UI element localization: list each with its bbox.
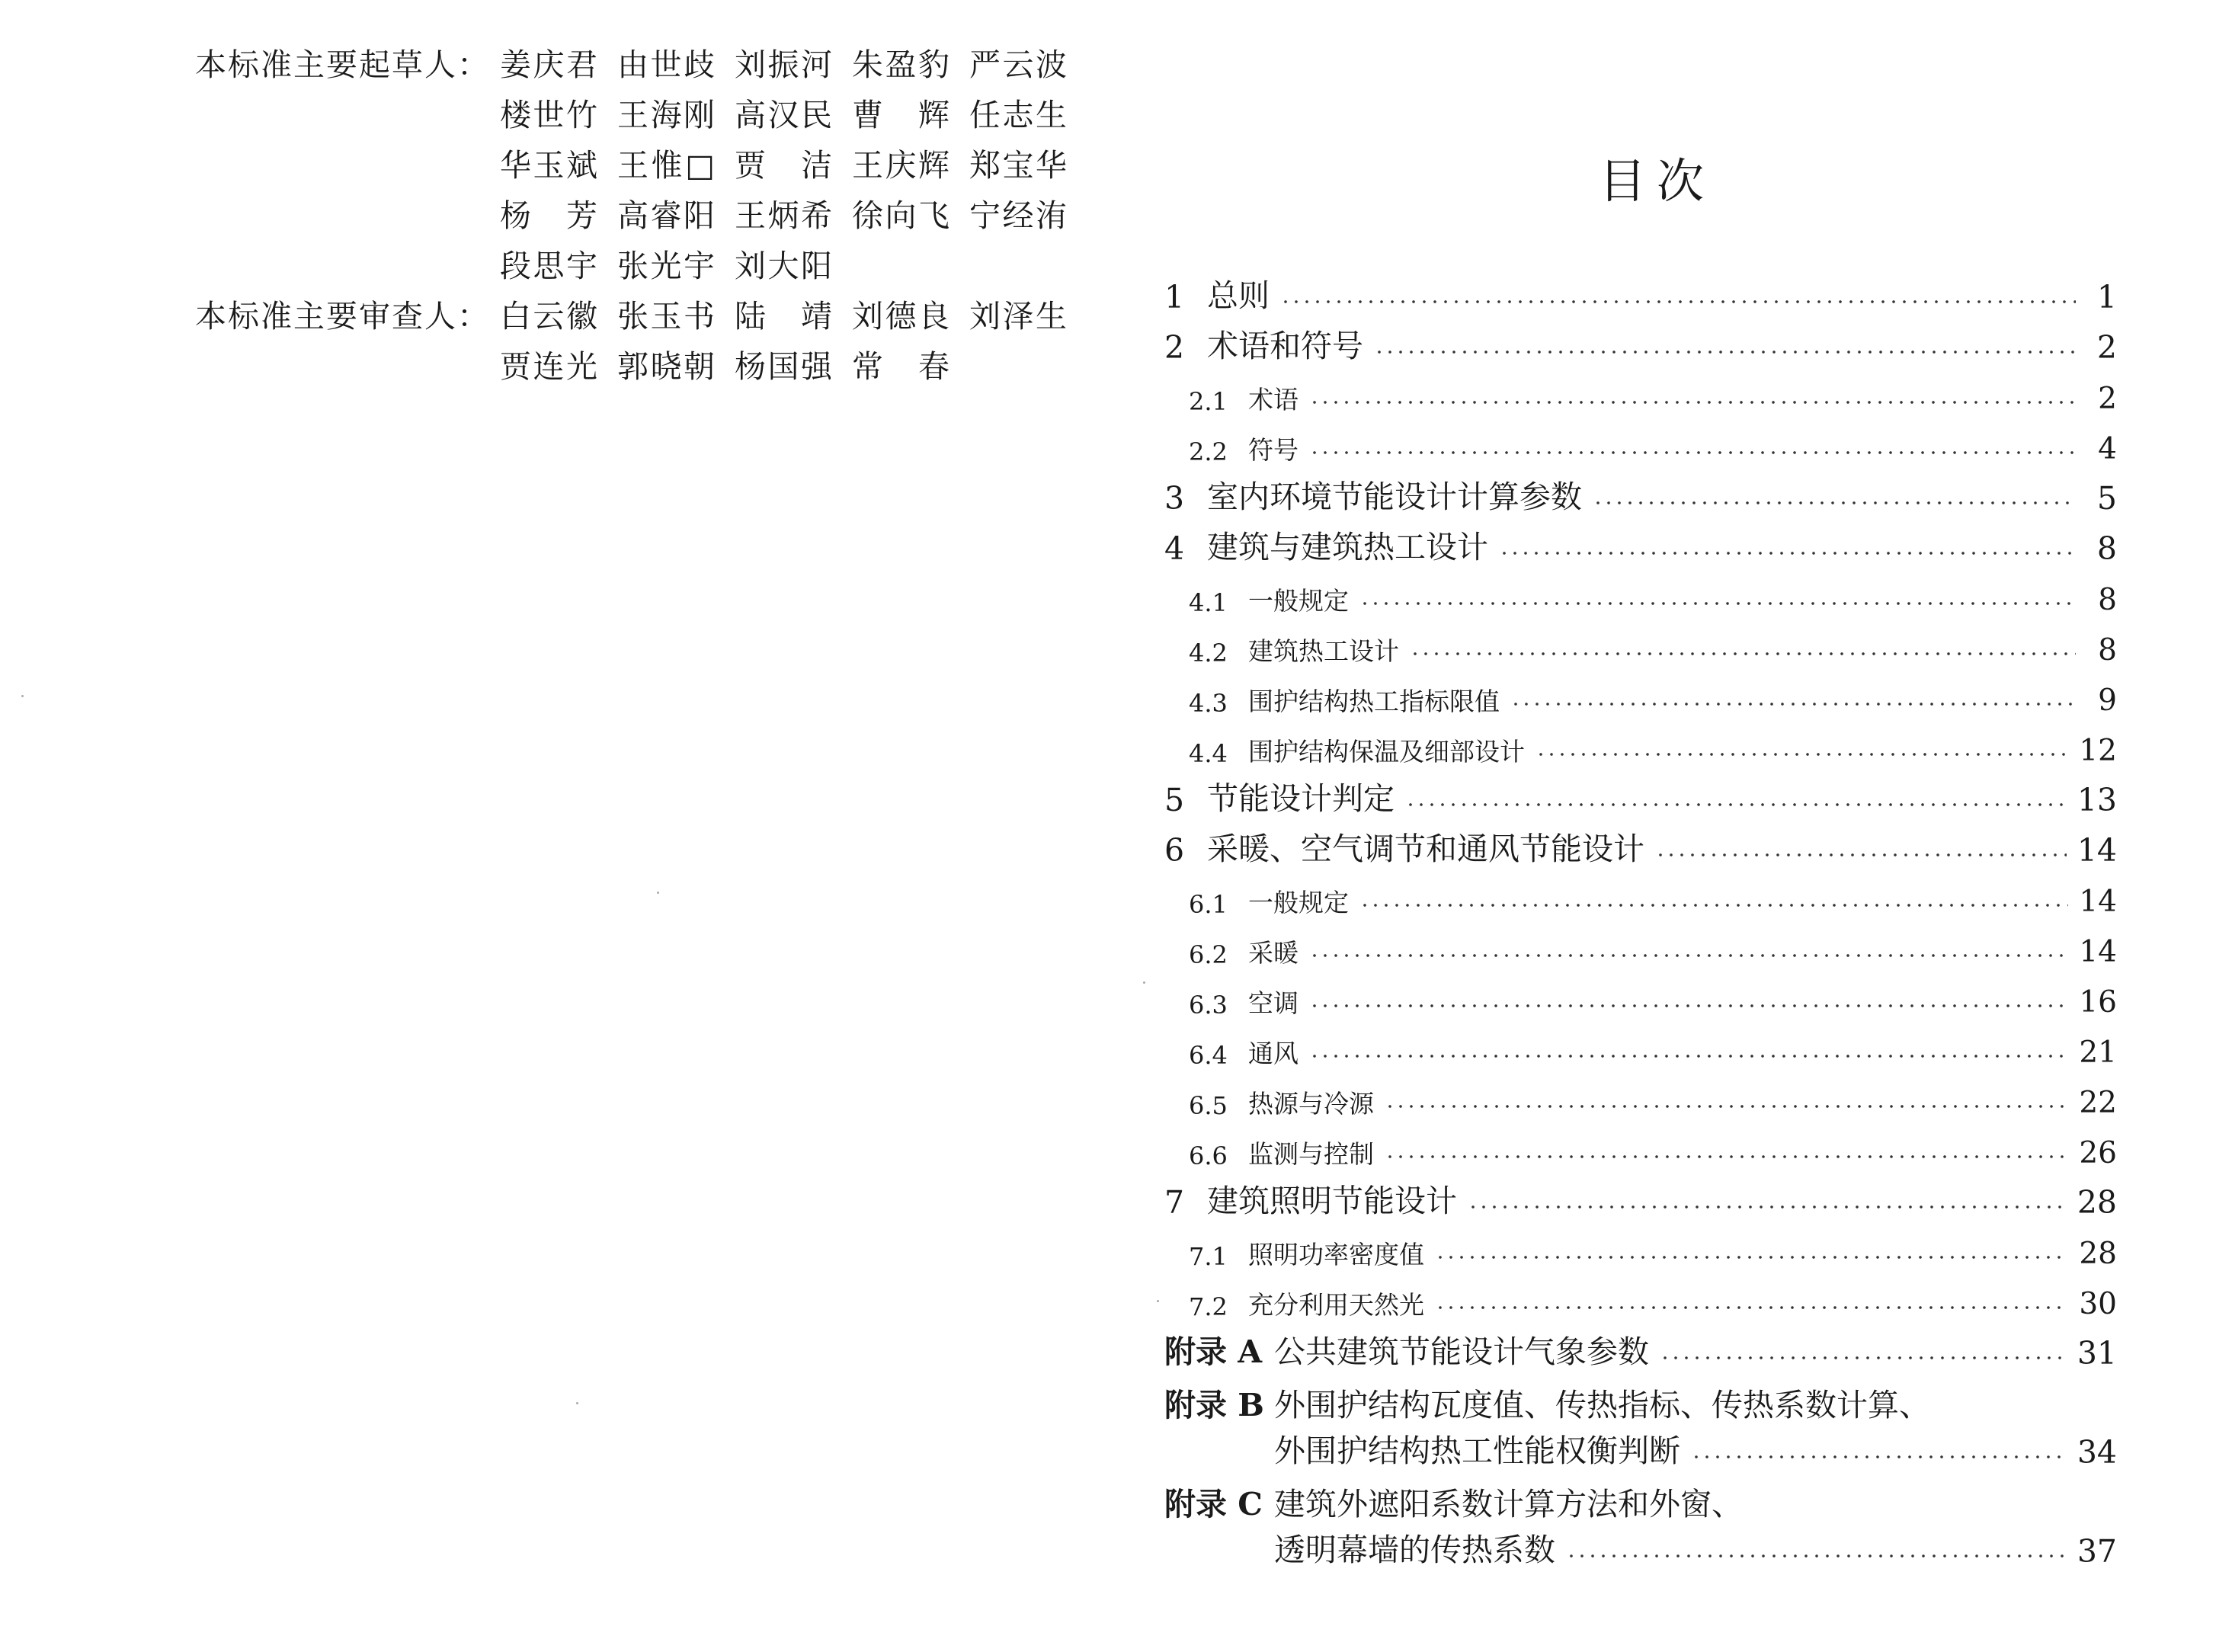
toc-dot-leader — [1691, 1455, 2067, 1458]
person-name: 刘大阳 — [735, 248, 832, 284]
person-name: 任志生 — [969, 97, 1067, 133]
toc-dot-leader — [1359, 904, 2068, 907]
toc-entry-title: 热源与冷源 — [1248, 1089, 1374, 1119]
toc-entry-title: 建筑热工设计 — [1248, 636, 1399, 666]
toc-entry-number: 4.2 — [1189, 639, 1228, 668]
toc-page-number: 8 — [2098, 633, 2117, 668]
toc-entry-title: 充分利用天然光 — [1248, 1290, 1424, 1320]
toc-page-number: 2 — [2098, 382, 2117, 416]
person-name: 杨国强 — [735, 348, 832, 385]
toc-entry-title: 围护结构保温及细部设计 — [1248, 737, 1525, 767]
person-name: 曹 辉 — [852, 97, 949, 133]
toc-entry-number: 6.1 — [1189, 890, 1228, 919]
toc-entry-number: 6.2 — [1189, 940, 1228, 969]
toc-appendix-label: 附录 B — [1164, 1387, 1264, 1423]
drafters-label: 本标准主要起草人： — [195, 46, 490, 83]
toc-subsection-entry[interactable] — [1164, 366, 2117, 416]
toc-subsection-entry[interactable] — [1164, 668, 2117, 718]
toc-dot-leader — [1593, 501, 2076, 504]
toc-subsection-entry[interactable] — [1164, 869, 2117, 919]
scan-speck — [576, 1402, 578, 1404]
toc-entry-title: 围护结构热工指标限值 — [1248, 687, 1500, 716]
toc-dot-leader — [1536, 753, 2068, 756]
toc-entry-number: 4 — [1164, 530, 1185, 567]
toc-entry-number: 5 — [1164, 782, 1185, 818]
toc-appendix-entry[interactable] — [1164, 1475, 2117, 1570]
toc-entry-number: 7.2 — [1189, 1292, 1228, 1321]
toc-entry-title: 外围护结构瓦度值、传热指标、传热系数计算、 — [1274, 1387, 1930, 1423]
person-name: 段思宇 — [500, 248, 597, 284]
reviewers-label: 本标准主要审查人： — [195, 298, 490, 335]
toc-entry-title: 公共建筑节能设计气象参数 — [1274, 1333, 1649, 1370]
toc-dot-leader — [1566, 1554, 2067, 1558]
toc-entry-title: 照明功率密度值 — [1248, 1240, 1424, 1269]
drafters-group — [195, 40, 1087, 291]
toc-page-number: 14 — [2077, 832, 2117, 869]
toc-page-number: 28 — [2077, 1184, 2117, 1221]
toc-entry-title: 监测与控制 — [1248, 1139, 1374, 1169]
toc-dot-leader — [1309, 954, 2068, 957]
toc-appendix-line — [1164, 1425, 2117, 1471]
toc-page-number: 14 — [2079, 885, 2117, 919]
toc-dot-leader — [1359, 602, 2076, 605]
toc-dot-leader — [1660, 1356, 2067, 1359]
scan-speck — [657, 892, 659, 894]
toc-appendix-line — [1164, 1524, 2117, 1570]
toc-entry-number: 1 — [1164, 279, 1185, 315]
toc-appendix-entry[interactable] — [1164, 1321, 2117, 1372]
person-name: 王庆辉 — [852, 147, 949, 184]
toc-dot-leader — [1405, 803, 2067, 806]
toc-appendix-line — [1164, 1379, 2117, 1425]
person-name: 严云波 — [969, 46, 1067, 83]
toc-page-number: 1 — [2096, 279, 2117, 315]
person-name: 宁经洧 — [969, 197, 1067, 234]
toc-chapter-entry[interactable] — [1164, 517, 2117, 567]
toc-dot-leader — [1510, 703, 2076, 706]
toc-page-number: 14 — [2079, 935, 2117, 969]
toc-entry-title: 一般规定 — [1248, 888, 1349, 917]
toc-page-number: 5 — [2096, 480, 2117, 517]
toc-entry-number: 2 — [1164, 329, 1185, 366]
toc-entry-title-continued: 外围护结构热工性能权衡判断 — [1274, 1433, 1680, 1469]
toc-entry-title: 符号 — [1248, 435, 1299, 465]
toc-page-number: 2 — [2096, 329, 2117, 366]
toc-entry-title: 室内环境节能设计计算参数 — [1207, 479, 1582, 515]
toc-subsection-entry[interactable] — [1164, 1120, 2117, 1170]
toc-entry-number: 3 — [1164, 480, 1185, 517]
person-name: 陆 靖 — [735, 298, 832, 335]
toc-dot-leader — [1385, 1105, 2068, 1108]
toc-appendix-label: 附录 A — [1164, 1333, 1263, 1370]
toc-entry-title: 术语 — [1248, 385, 1299, 415]
toc-entry-title: 建筑照明节能设计 — [1207, 1183, 1457, 1219]
toc-chapter-entry[interactable] — [1164, 768, 2117, 818]
toc-chapter-entry[interactable] — [1164, 818, 2117, 869]
toc-page-number: 4 — [2098, 432, 2117, 466]
toc-entry-title: 术语和符号 — [1207, 328, 1363, 364]
toc-entry-title: 一般规定 — [1248, 586, 1349, 616]
toc-subsection-entry[interactable] — [1164, 617, 2117, 668]
scan-speck — [1157, 1300, 1159, 1302]
toc-entry-title: 采暖、空气调节和通风节能设计 — [1207, 831, 1644, 867]
toc-page-number: 13 — [2077, 782, 2117, 818]
toc-entry-title: 空调 — [1248, 988, 1299, 1018]
toc-entry-number: 7.1 — [1189, 1242, 1228, 1271]
toc-subsection-entry[interactable] — [1164, 1070, 2117, 1120]
toc-appendix-entry[interactable] — [1164, 1376, 2117, 1471]
person-name: 姜庆君 — [500, 46, 597, 83]
toc-dot-leader — [1374, 351, 2076, 354]
toc-entry-number: 4.1 — [1189, 588, 1228, 617]
toc-dot-leader — [1309, 451, 2076, 454]
toc-page-number: 16 — [2079, 985, 2117, 1020]
toc-page-number: 21 — [2079, 1036, 2117, 1070]
toc-dot-leader — [1435, 1256, 2068, 1259]
contributors-list — [195, 40, 1087, 392]
toc-dot-leader — [1410, 652, 2076, 655]
toc-entry-number: 6.5 — [1189, 1091, 1228, 1120]
person-name: 高睿阳 — [617, 197, 715, 234]
person-name: 由世歧 — [617, 46, 715, 83]
toc-entry-number: 7 — [1164, 1184, 1185, 1221]
person-name: 楼世竹 — [500, 97, 597, 133]
person-name: 王炳希 — [735, 197, 832, 234]
person-name: 贾 洁 — [735, 147, 832, 184]
person-name: 华玉斌 — [500, 147, 597, 184]
scan-speck — [1143, 981, 1145, 984]
toc-appendix-line — [1164, 1478, 2117, 1524]
person-name: 朱盈豹 — [852, 46, 949, 83]
toc-entry-title: 采暖 — [1248, 938, 1299, 968]
person-name: 张光宇 — [617, 248, 715, 284]
toc-page-number: 9 — [2098, 684, 2117, 718]
toc-page-number: 28 — [2079, 1237, 2117, 1271]
toc-subsection-entry[interactable] — [1164, 1271, 2117, 1321]
toc-subsection-entry[interactable] — [1164, 1221, 2117, 1271]
person-name: 王海刚 — [617, 97, 715, 133]
toc-dot-leader — [1385, 1155, 2068, 1158]
toc-entry-number: 2.1 — [1189, 387, 1228, 416]
toc-subsection-entry[interactable] — [1164, 919, 2117, 969]
toc-entry-title: 建筑与建筑热工设计 — [1207, 529, 1488, 565]
toc-title: 目次 — [1599, 153, 1715, 209]
toc-dot-leader — [1309, 401, 2076, 404]
toc-dot-leader — [1499, 552, 2076, 555]
person-name: 王惟□ — [617, 147, 715, 184]
toc-entry-title: 通风 — [1248, 1039, 1299, 1068]
toc-subsection-entry[interactable] — [1164, 416, 2117, 466]
toc-subsection-entry[interactable] — [1164, 567, 2117, 617]
toc-subsection-entry[interactable] — [1164, 1020, 2117, 1070]
toc-dot-leader — [1435, 1306, 2068, 1309]
toc-entry-title: 节能设计判定 — [1207, 780, 1395, 817]
toc-dot-leader — [1655, 853, 2067, 856]
toc-page-number: 34 — [2077, 1434, 2117, 1471]
person-name: 郑宝华 — [969, 147, 1067, 184]
toc-page-number: 12 — [2079, 734, 2117, 768]
toc-dot-leader — [1468, 1205, 2067, 1209]
toc-dot-leader — [1309, 1004, 2068, 1007]
toc-entry-number: 2.2 — [1189, 437, 1228, 466]
toc-entry-number: 6.4 — [1189, 1041, 1228, 1070]
person-name: 刘泽生 — [969, 298, 1067, 335]
person-name: 常 春 — [852, 348, 949, 385]
toc-chapter-entry[interactable] — [1164, 265, 2117, 315]
toc-chapter-entry[interactable] — [1164, 315, 2117, 366]
toc-entry-number: 4.3 — [1189, 689, 1228, 718]
toc-page-number: 22 — [2079, 1086, 2117, 1120]
toc-entry-title-continued: 透明幕墙的传热系数 — [1274, 1532, 1555, 1568]
person-name: 贾连光 — [500, 348, 597, 385]
scan-speck — [21, 695, 24, 697]
drafters-names — [500, 40, 1087, 291]
toc-subsection-entry[interactable] — [1164, 718, 2117, 768]
toc-entry-title: 建筑外遮阳系数计算方法和外窗、 — [1274, 1486, 1743, 1522]
toc-appendix-label: 附录 C — [1164, 1486, 1263, 1522]
toc-subsection-entry[interactable] — [1164, 969, 2117, 1020]
person-name: 张玉书 — [617, 298, 715, 335]
toc-page-number: 30 — [2079, 1287, 2117, 1321]
toc-list — [1164, 265, 2117, 1570]
person-name: 郭晓朝 — [617, 348, 715, 385]
reviewers-group — [195, 291, 1087, 392]
toc-chapter-entry[interactable] — [1164, 466, 2117, 517]
toc-entry-number: 6.6 — [1189, 1141, 1228, 1170]
person-name: 刘振河 — [735, 46, 832, 83]
toc-page-number: 8 — [2096, 530, 2117, 567]
toc-page-number: 37 — [2077, 1533, 2117, 1570]
toc-page-number: 26 — [2079, 1136, 2117, 1170]
toc-entry-title: 总则 — [1207, 277, 1270, 314]
toc-page-number: 31 — [2077, 1335, 2117, 1372]
toc-page-number: 8 — [2098, 583, 2117, 617]
toc-entry-number: 6 — [1164, 832, 1185, 869]
person-name: 杨 芳 — [500, 197, 597, 234]
person-name: 白云徽 — [500, 298, 597, 335]
person-name: 徐向飞 — [852, 197, 949, 234]
person-name: 高汉民 — [735, 97, 832, 133]
toc-dot-leader — [1309, 1055, 2068, 1058]
toc-entry-number: 6.3 — [1189, 991, 1228, 1020]
reviewers-names — [500, 291, 1087, 392]
toc-chapter-entry[interactable] — [1164, 1170, 2117, 1221]
person-name: 刘德良 — [852, 298, 949, 335]
toc-entry-number: 4.4 — [1189, 739, 1228, 768]
toc-dot-leader — [1280, 300, 2076, 303]
